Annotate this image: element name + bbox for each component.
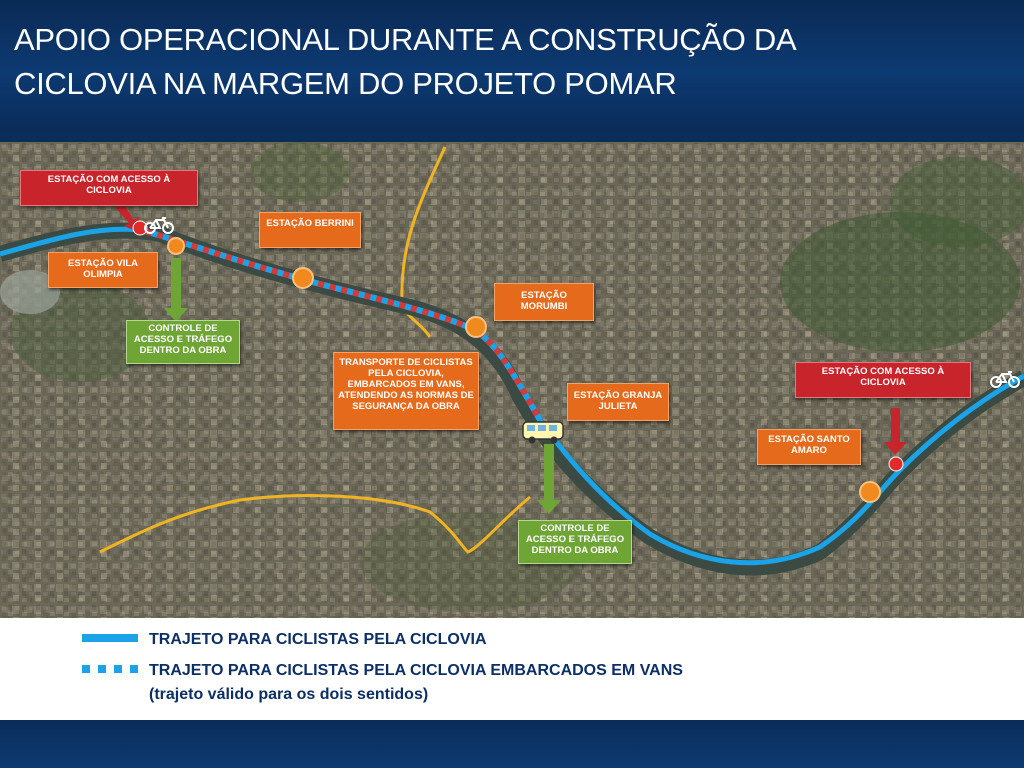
label-station-access-right: ESTAÇÃO COM ACESSO À CICLOVIA <box>795 362 971 398</box>
title-line-1: APOIO OPERACIONAL DURANTE A CONSTRUÇÃO DA <box>14 22 797 57</box>
label-station-vila-olimpia: ESTAÇÃO VILA OLIMPIA <box>48 252 158 288</box>
label-control-left: CONTROLE DE ACESSO E TRÁFEGO DENTRO DA OBRA <box>126 320 240 364</box>
label-control-bottom: CONTROLE DE ACESSO E TRÁFEGO DENTRO DA OBRA <box>518 520 632 564</box>
label-station-morumbi: ESTAÇÃO MORUMBI <box>494 283 594 321</box>
legend-solid-label: TRAJETO PARA CICLISTAS PELA CICLOVIA <box>149 631 487 648</box>
slide-title <box>14 18 1014 106</box>
label-station-granja-julieta: ESTAÇÃO GRANJA JULIETA <box>567 383 669 421</box>
title-line-2: CICLOVIA NA MARGEM DO PROJETO POMAR <box>14 66 677 101</box>
label-station-access-left: ESTAÇÃO COM ACESSO À CICLOVIA <box>20 170 198 206</box>
station-marker-icon <box>293 268 313 288</box>
station-marker-icon <box>168 238 184 254</box>
label-station-berrini: ESTAÇÃO BERRINI <box>259 212 361 248</box>
dashed-path-swatch <box>82 663 144 675</box>
legend-panel <box>0 618 1024 720</box>
solid-path-swatch <box>82 632 140 644</box>
legend-dashed-label: TRAJETO PARA CICLISTAS PELA CICLOVIA EMBARCADOS EM VANS <box>149 662 683 679</box>
slide-header <box>0 0 1024 130</box>
station-marker-icon <box>860 482 880 502</box>
satellite-map <box>0 142 1024 618</box>
station-marker-icon <box>466 317 486 337</box>
station-marker-icon <box>889 457 903 471</box>
label-transport-note: TRANSPORTE DE CICLISTAS PELA CICLOVIA, EMBARCADOS EM VANS, ATENDENDO AS NORMAS DE SEGURANÇA DA OBRA <box>333 352 479 430</box>
legend-note: (trajeto válido para os dois sentidos) <box>149 686 429 703</box>
slide-footer <box>0 720 1024 768</box>
label-station-santo-amaro: ESTAÇÃO SANTO AMARO <box>757 429 861 465</box>
